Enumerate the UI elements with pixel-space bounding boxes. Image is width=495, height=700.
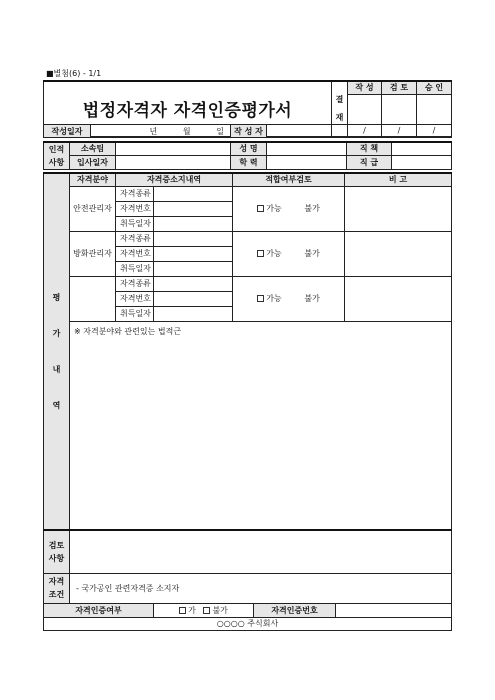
- approval-col-review: 검 토: [382, 81, 417, 94]
- group-3-item-2: 자격번호: [116, 291, 154, 306]
- group-3-value-2[interactable]: [154, 291, 233, 306]
- form-tag: ■별첨(6) - 1/1: [46, 69, 102, 78]
- hire-date-label: 입사일자: [70, 155, 116, 169]
- review-area[interactable]: [70, 530, 452, 573]
- hire-date-field[interactable]: [116, 155, 231, 169]
- cert-yes-label: 가: [188, 605, 196, 615]
- approval-sign-review[interactable]: [382, 94, 417, 124]
- group-3-note[interactable]: [345, 276, 452, 321]
- group-3-item-3: 취득일자: [116, 306, 154, 321]
- evaluation-notes-area[interactable]: [70, 321, 452, 530]
- group-2-value-3[interactable]: [154, 261, 233, 276]
- group-1-value-3[interactable]: [154, 216, 233, 231]
- name-field[interactable]: [267, 142, 347, 155]
- group-3-value-3[interactable]: [154, 306, 233, 321]
- approval-col-writer: 작 성: [348, 81, 382, 94]
- fit-yes-checkbox[interactable]: [257, 250, 264, 257]
- group-2-fit[interactable]: 가능 불가: [233, 231, 345, 276]
- approval-sign-approve[interactable]: [417, 94, 452, 124]
- header-field: 자격분야: [70, 173, 116, 186]
- group-1-fit[interactable]: 가능 불가: [233, 186, 345, 231]
- date-value-field[interactable]: 년 월 일: [91, 125, 231, 138]
- law-note: ※ 자격분야와 관련있는 법적근: [74, 326, 182, 336]
- grade-field[interactable]: [392, 155, 452, 169]
- cert-number-field[interactable]: [336, 603, 452, 617]
- cert-yes-checkbox[interactable]: [179, 607, 186, 614]
- fit-yes-checkbox[interactable]: [257, 205, 264, 212]
- company-footer: ○○○○ 주식회사: [44, 617, 452, 630]
- education-label: 학 력: [231, 155, 267, 169]
- position-field[interactable]: [392, 142, 452, 155]
- position-label: 직 책: [347, 142, 392, 155]
- review-label: 검토 사항: [44, 530, 70, 573]
- group-2-field: 방화관리자: [70, 231, 116, 276]
- header-cert: 자격증소지내역: [116, 173, 233, 186]
- group-3-field[interactable]: [70, 276, 116, 321]
- date-label: 작성일자: [44, 125, 91, 138]
- approval-date-review[interactable]: /: [382, 124, 417, 136]
- group-2-value-1[interactable]: [154, 231, 233, 246]
- cert-no-checkbox[interactable]: [203, 607, 210, 614]
- personal-table: [43, 141, 452, 170]
- grade-label: 직 급: [347, 155, 392, 169]
- bottom-table: [43, 529, 452, 631]
- dept-label: 소속팀: [70, 142, 116, 155]
- header-fit: 적합여부검토: [233, 173, 345, 186]
- condition-label: 자격 조건: [44, 573, 70, 603]
- group-3-value-1[interactable]: [154, 276, 233, 291]
- education-field[interactable]: [267, 155, 347, 169]
- cert-status-options[interactable]: [154, 603, 254, 617]
- cert-status-label: 자격인증여부: [44, 603, 154, 617]
- group-1-item-1: 자격종류: [116, 186, 154, 201]
- group-2-item-2: 자격번호: [116, 246, 154, 261]
- group-1-field: 안전관리자: [70, 186, 116, 231]
- group-1-value-2[interactable]: [154, 201, 233, 216]
- approval-date-approve[interactable]: /: [417, 124, 452, 136]
- group-2-note[interactable]: [345, 231, 452, 276]
- approval-label: 결 재: [332, 81, 348, 136]
- group-3-item-1: 자격종류: [116, 276, 154, 291]
- fit-yes-checkbox[interactable]: [257, 295, 264, 302]
- group-1-item-3: 취득일자: [116, 216, 154, 231]
- approval-date-writer[interactable]: /: [348, 124, 382, 136]
- approval-sign-writer[interactable]: [348, 94, 382, 124]
- date-row-table: [43, 124, 452, 138]
- name-label: 성 명: [231, 142, 267, 155]
- approval-col-approve: 승 인: [417, 81, 452, 94]
- group-1-note[interactable]: [345, 186, 452, 231]
- writer-value-field[interactable]: [267, 125, 452, 138]
- dept-field[interactable]: [116, 142, 231, 155]
- condition-text: - 국가공인 관련자격증 소지자: [70, 573, 452, 603]
- header-note: 비 고: [345, 173, 452, 186]
- group-1-value-1[interactable]: [154, 186, 233, 201]
- cert-number-label: 자격인증번호: [254, 603, 336, 617]
- group-3-fit[interactable]: 가능 불가: [233, 276, 345, 321]
- cert-no-label: 불가: [212, 605, 228, 615]
- writer-label: 작 성 자: [231, 125, 267, 138]
- group-1-item-2: 자격번호: [116, 201, 154, 216]
- group-2-item-3: 취득일자: [116, 261, 154, 276]
- page-title: 법정자격자 자격인증평가서: [82, 101, 293, 122]
- evaluation-section-label: 평 가 내 역: [44, 173, 70, 530]
- personal-section-label: 인적 사항: [44, 142, 70, 170]
- group-2-value-2[interactable]: [154, 246, 233, 261]
- evaluation-table: [43, 172, 452, 531]
- group-2-item-1: 자격종류: [116, 231, 154, 246]
